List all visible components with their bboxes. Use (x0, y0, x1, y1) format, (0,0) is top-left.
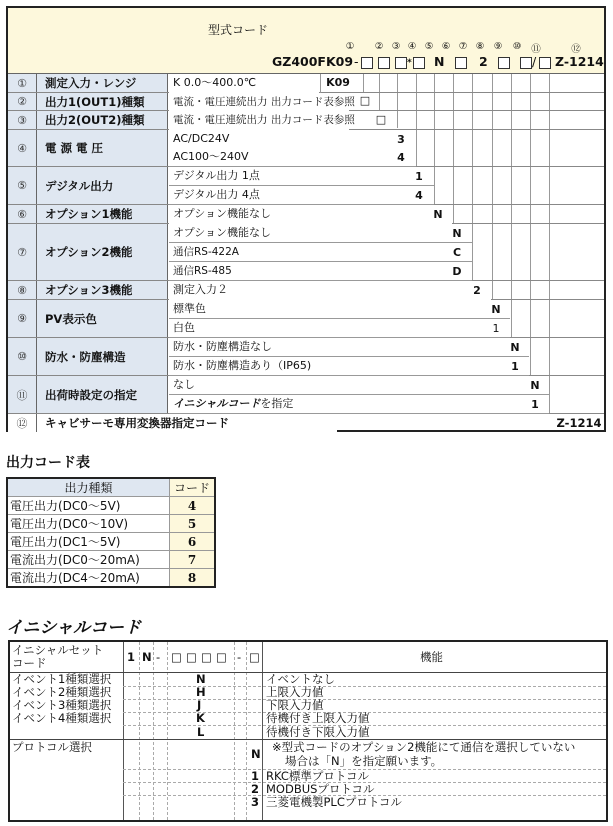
row-number: ① (8, 74, 37, 92)
spec-row-1 (8, 74, 604, 93)
output-code-row (7, 533, 215, 551)
event-label: イベント1種類選択 (12, 672, 112, 686)
code-box-4 (395, 57, 407, 69)
position-marker-8: ⑧ (475, 41, 485, 52)
option-code: N (491, 303, 501, 316)
option-text: オプション機能なし (169, 205, 452, 224)
code-box-7 (455, 57, 467, 69)
event-function: 上限入力値 (266, 685, 324, 699)
spec-row-5 (8, 167, 604, 205)
spec-row-9 (8, 300, 604, 338)
model-code-title: 型式コード (208, 23, 269, 37)
option-code: 3 (397, 133, 405, 146)
option-code: K09 (326, 76, 350, 89)
protocol-note-line2: 場合は「N」を指定願います。 (285, 754, 443, 768)
initial-code-table (8, 640, 608, 822)
row-label: 出力2(OUT2)種類 (37, 111, 168, 129)
option-code: Z-1214 (556, 416, 602, 430)
position-marker-9: ⑨ (493, 41, 503, 52)
model-suffix: Z-1214 (555, 54, 604, 69)
row-label: デジタル出力 (37, 167, 168, 204)
code-box-9 (498, 57, 510, 69)
header-code-char: □ (249, 650, 260, 664)
output-code: 7 (170, 551, 216, 569)
option-text: AC100～240V (169, 148, 416, 167)
output-code-row (7, 497, 215, 515)
spec-row-11 (8, 376, 604, 414)
protocol-label: プロトコル選択 (12, 740, 93, 754)
model-star: * (407, 58, 412, 68)
initial-code-emphasis: イニシャルコード (173, 397, 261, 410)
option-code: □ (375, 113, 387, 126)
protocol-function: MODBUSプロトコル (266, 782, 375, 796)
event-function: 待機付き上限入力値 (266, 711, 370, 725)
output-code: 4 (170, 497, 216, 515)
option-text: デジタル出力 4点 (169, 186, 434, 205)
output-code: 6 (170, 533, 216, 551)
protocol-code: N (251, 747, 261, 761)
protocol-code: 1 (251, 769, 260, 783)
option-text: AC/DC24V (169, 130, 416, 149)
row-number: ⑧ (8, 281, 37, 299)
row-number: ⑥ (8, 205, 37, 223)
code-box-10 (520, 57, 532, 69)
option-text: デジタル出力 1点 (169, 167, 434, 186)
model-code-table (6, 6, 606, 432)
output-type: 電圧出力(DC0～10V) (7, 515, 170, 533)
grid-line (139, 642, 140, 820)
option-text: 防水・防塵構造あり（IP65) (169, 357, 529, 376)
row-number: ② (8, 93, 37, 110)
grid-line (167, 642, 168, 820)
option-code: N (452, 227, 462, 240)
option-code: 1 (511, 360, 519, 373)
event-code: J (197, 698, 202, 712)
row-number: ③ (8, 111, 37, 129)
option-text: を指定 (260, 397, 294, 410)
row-label: 出荷時設定の指定 (37, 376, 168, 413)
grid-line (123, 642, 124, 820)
output-type: 電圧出力(DC1～5V) (7, 533, 170, 551)
header-code-char: - (237, 650, 242, 664)
option-code: 4 (415, 189, 423, 202)
event-code: N (196, 672, 206, 686)
row-number: ⑫ (8, 414, 37, 432)
output-code-header-row (7, 478, 215, 497)
model-slash: / (532, 54, 537, 69)
output-code-row (7, 551, 215, 569)
position-marker-6: ⑥ (441, 41, 451, 52)
protocol-note-line1: ※型式コードのオプション2機能にて通信を選択していない (272, 740, 576, 754)
position-marker-12: ⑫ (571, 44, 581, 55)
position-marker-4: ④ (407, 41, 417, 52)
spec-row-2 (8, 93, 604, 111)
grid-line (153, 642, 154, 820)
event-code: H (196, 685, 206, 699)
header-code-char: □ (201, 650, 212, 664)
row-label: 出力1(OUT1)種類 (37, 93, 168, 110)
row-number: ⑨ (8, 300, 37, 337)
spec-row-6 (8, 205, 604, 224)
option-text: 標準色 (169, 300, 510, 319)
header-initial-set-code-line1: イニシャルセット (12, 643, 104, 657)
column-header-type: 出力種類 (7, 478, 170, 497)
row-number: ⑪ (8, 376, 37, 413)
option-code: N (433, 208, 443, 221)
position-marker-5: ⑤ (424, 41, 434, 52)
spec-row-8 (8, 281, 604, 300)
output-code-table-title: 出力コード表 (6, 455, 90, 471)
position-marker-2: ② (374, 41, 384, 52)
spec-row-3 (8, 111, 604, 130)
option-code: 4 (397, 151, 405, 164)
option-text: 測定入力２ (169, 281, 491, 300)
option-text-initial-code (169, 395, 549, 414)
model-dash: - (354, 54, 359, 69)
output-code-row (7, 569, 215, 588)
spec-row-10 (8, 338, 604, 376)
code-box-5 (413, 57, 425, 69)
grid-line (262, 642, 263, 820)
option-text: 防水・防塵構造なし (169, 338, 529, 357)
output-code: 8 (170, 569, 216, 588)
row-label: 測定入力・レンジ (37, 74, 168, 92)
protocol-function: RKC標準プロトコル (266, 769, 369, 783)
option-code: D (452, 265, 462, 278)
option-text: 電流・電圧連続出力 出力コード表参照 (169, 111, 349, 130)
event-code: L (197, 725, 205, 739)
grid-line (123, 699, 606, 700)
model-n: N (434, 54, 445, 69)
option-text: なし (169, 376, 549, 395)
option-code: N (510, 341, 520, 354)
row-label: キャビサーモ専用変換器指定コード (37, 414, 337, 432)
header-code-char: □ (171, 650, 182, 664)
option-text: K 0.0～400.0℃ (169, 74, 319, 93)
option-code: 1 (531, 398, 539, 411)
position-marker-11: ⑪ (531, 44, 541, 55)
event-function: 待機付き下限入力値 (266, 725, 370, 739)
option-code: 1 (492, 322, 500, 335)
event-function: 下限入力値 (266, 698, 324, 712)
code-box-11 (539, 57, 551, 69)
row-label: オプション1機能 (37, 205, 168, 223)
option-text: 電流・電圧連続出力 出力コード表参照 (169, 93, 349, 112)
row-label: 電 源 電 圧 (37, 130, 168, 166)
position-marker-10: ⑩ (512, 41, 522, 52)
initial-code-title: イニシャルコード (6, 618, 141, 638)
position-marker-3: ③ (391, 41, 401, 52)
output-type: 電圧出力(DC0～5V) (7, 497, 170, 515)
header-code-char: - (156, 650, 161, 664)
model-2: 2 (479, 54, 488, 69)
spec-row-7 (8, 224, 604, 281)
event-code: K (196, 711, 205, 725)
protocol-function: 三菱電機製PLCプロトコル (266, 795, 402, 809)
option-code: 1 (415, 170, 423, 183)
option-text: 通信RS-422A (169, 243, 472, 262)
code-box-3 (378, 57, 390, 69)
option-code: N (530, 379, 540, 392)
output-code: 5 (170, 515, 216, 533)
option-text: オプション機能なし (169, 224, 472, 243)
output-code-table (6, 477, 216, 588)
row-label: オプション3機能 (37, 281, 168, 299)
option-text: 白色 (169, 319, 510, 338)
grid-line (234, 642, 235, 820)
position-marker-7: ⑦ (458, 41, 468, 52)
grid-line (320, 74, 321, 93)
option-text: 通信RS-485 (169, 262, 472, 281)
grid-line (246, 642, 247, 820)
option-code: 2 (473, 284, 481, 297)
row-number: ④ (8, 130, 37, 166)
event-function: イベントなし (266, 672, 335, 686)
row-label: PV表示色 (37, 300, 168, 337)
row-number: ⑤ (8, 167, 37, 204)
header-code-char: □ (216, 650, 227, 664)
model-code-header (8, 8, 604, 74)
output-type: 電流出力(DC0～20mA) (7, 551, 170, 569)
protocol-code: 2 (251, 782, 260, 796)
header-function: 機能 (420, 650, 443, 664)
column-header-code: コード (170, 478, 216, 497)
header-code-char: □ (186, 650, 197, 664)
row-number: ⑩ (8, 338, 37, 375)
header-code-char: N (142, 650, 152, 664)
event-label: イベント4種類選択 (12, 711, 112, 725)
model-prefix: GZ400F (272, 54, 326, 69)
spec-row-12 (8, 414, 604, 432)
protocol-code: 3 (251, 795, 260, 809)
option-code: C (452, 246, 462, 259)
header-code-char: 1 (127, 650, 136, 664)
row-label: 防水・防塵構造 (37, 338, 168, 375)
header-initial-set-code-line2: コード (12, 656, 47, 670)
model-k09: K09 (326, 54, 354, 69)
code-box-2 (361, 57, 373, 69)
position-marker-1: ① (345, 41, 355, 52)
output-type: 電流出力(DC4～20mA) (7, 569, 170, 588)
event-label: イベント2種類選択 (12, 685, 112, 699)
spec-row-4 (8, 130, 604, 167)
event-label: イベント3種類選択 (12, 698, 112, 712)
row-label: オプション2機能 (37, 224, 168, 280)
output-code-row (7, 515, 215, 533)
option-code: □ (359, 94, 371, 107)
row-number: ⑦ (8, 224, 37, 280)
